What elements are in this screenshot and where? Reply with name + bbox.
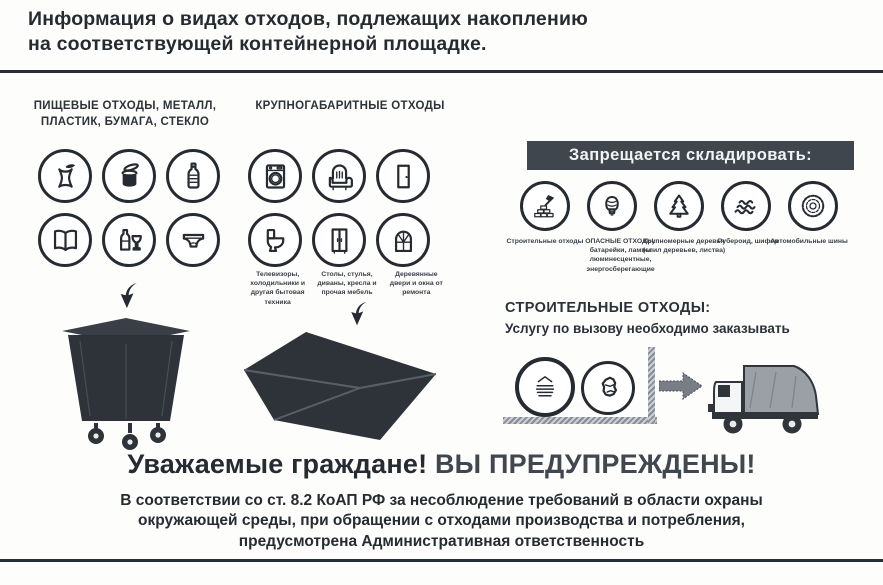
door-icon — [376, 149, 430, 203]
wheeled-waste-container — [56, 311, 196, 453]
prohibited-label-roofing: Рубероид, шифер — [717, 238, 779, 245]
flow-path-vertical — [648, 347, 655, 424]
car-tire-icon — [788, 181, 838, 231]
tin-can-icon — [102, 149, 156, 203]
legal-line2: окружающей среды, при обращении с отходами производства и потребления, — [137, 512, 745, 530]
textile-briefs-icon — [166, 213, 220, 267]
cfl-lamp-icon — [587, 181, 637, 231]
prohibited-label-trees: Крупномерные деревья (спил деревьев, листва) — [642, 238, 726, 255]
legal-line1: В соответствии со ст. 8.2 КоАП РФ за несоблюдение требований в области охраны — [120, 492, 763, 509]
household-waste-heading: ПИЩЕВЫЕ ОТХОДЫ, МЕТАЛЛ, ПЛАСТИК, БУМАГА, СТЕКЛО — [33, 100, 217, 128]
page-title-line1: Информация о видах отходов, подлежащих накоплению — [28, 8, 588, 30]
prohibited-label-tires: Автомобильные шины — [770, 238, 848, 245]
glass-bottle-and-goblet-icon — [102, 213, 156, 267]
prohibited-banner: Запрещается складировать: — [527, 141, 854, 170]
construction-waste-heading: СТРОИТЕЛЬНЫЕ ОТХОДЫ: — [505, 300, 711, 316]
construction-bricks-icon — [520, 181, 570, 231]
garbage-truck — [706, 352, 836, 440]
arched-window-icon — [376, 213, 430, 267]
bulky-label-furniture: Столы, стулья, диваны, кресла и прочая мебель — [317, 271, 377, 297]
toilet-icon — [248, 213, 302, 267]
plastic-bottle-icon — [166, 149, 220, 203]
bulky-label-doors-windows: Деревянные двери и окна от ремонта — [389, 271, 443, 297]
household-icons-row2 — [38, 213, 220, 267]
bulky-label-appliances: Телевизоры, холодильники и другая бытовая техника — [250, 271, 306, 306]
construction-debris-icon — [515, 357, 575, 417]
open-book-icon — [38, 213, 92, 267]
bunker-skip-container — [240, 322, 440, 444]
waste-bag-icon — [581, 361, 635, 415]
prohibited-label-construction: Строительные отходы — [506, 238, 584, 245]
prohibited-icons-row — [520, 181, 838, 231]
roofing-sheets-icon — [721, 181, 771, 231]
household-icons-row1 — [38, 149, 220, 203]
food-waste-icon — [38, 149, 92, 203]
warning-lead: Уважаемые граждане! — [127, 449, 428, 479]
bulky-icons-row1 — [248, 149, 430, 203]
prohibited-label-hazardous: ОПАСНЫЕ ОТХОДЫ: батарейки, лампы люминесцентные, энергосберегающие — [585, 238, 656, 273]
legal-text — [0, 491, 883, 552]
page-title — [28, 7, 628, 58]
warning-line — [0, 449, 883, 480]
washing-machine-icon — [248, 149, 302, 203]
bottom-divider — [0, 559, 883, 562]
bulky-icons-row2 — [248, 213, 430, 267]
armchair-icon — [312, 149, 366, 203]
top-divider — [0, 70, 883, 73]
flow-arrow-icon — [659, 371, 703, 401]
wardrobe-icon — [312, 213, 366, 267]
construction-waste-subheading: Услугу по вызову необходимо заказывать — [505, 321, 790, 336]
fir-tree-icon — [654, 181, 704, 231]
warning-emphasis: ВЫ ПРЕДУПРЕЖДЕНЫ! — [434, 449, 756, 479]
flow-path-horizontal — [503, 417, 657, 424]
page-title-line2: на соответствующей контейнерной площадке. — [28, 33, 487, 56]
down-arrow-icon — [116, 281, 142, 310]
bulky-waste-heading: КРУПНОГАБАРИТНЫЕ ОТХОДЫ — [255, 100, 445, 112]
legal-line3: предусмотрена Административная ответственность — [238, 532, 645, 550]
